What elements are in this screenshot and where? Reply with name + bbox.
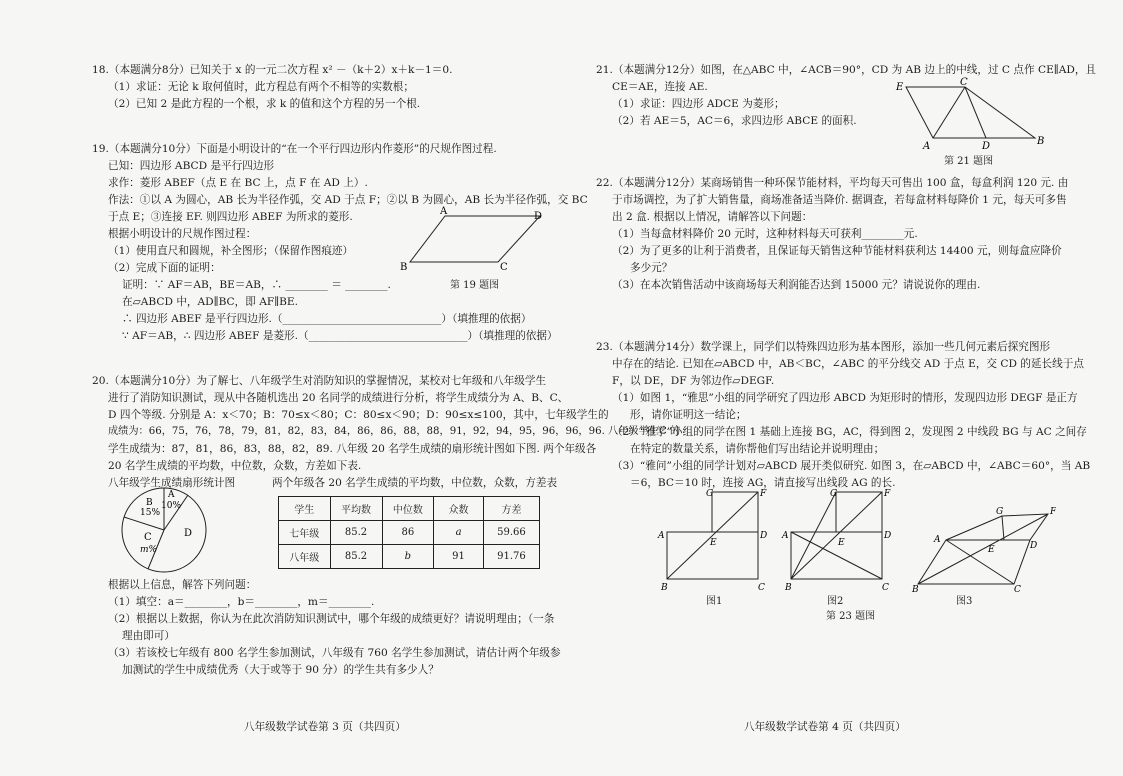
q19-line8: 证明：∵ AF＝AB，BE＝AB，∴ ________ ＝ ________.: [122, 279, 391, 291]
fig3-label-f: F: [1050, 507, 1056, 517]
fig2-label-c: C: [882, 583, 889, 593]
q19-label-a: A: [440, 206, 448, 217]
pie-a-value: 10%: [161, 501, 182, 511]
q20-table-title: 两个年级各 20 名学生成绩的平均数，中位数，众数，方差表: [272, 477, 558, 489]
table-cell: 91: [434, 545, 484, 569]
q20-line1: 20.（本题满分10分）为了解七、八年级学生对消防知识的掌握情况，某校对七年级和八年级学生: [92, 375, 547, 387]
fig3-label-d: D: [1030, 541, 1038, 551]
q23-fig3-caption: 图3: [956, 596, 973, 607]
pie-c-value: m%: [140, 545, 158, 555]
q22-line5: （2）为了更多的让利于消费者，且保证每天销售这种节能材料获利达 14400 元，则每盒应降价: [612, 245, 1062, 257]
q20-stats-table: [278, 496, 540, 569]
q21-label-e: E: [896, 82, 904, 93]
q19-line9: 在▱ABCD 中，AD∥BC，即 AF∥BE.: [122, 296, 298, 308]
q21-line1: 21.（本题满分12分）如图，在△ABC 中，∠ACB＝90°，CD 为 AB 边上的中线，过 C 点作 CE∥AD，且: [596, 64, 1097, 76]
fig3-label-b: B: [912, 585, 919, 595]
q20-line9: （2）根据以上数据，你认为在此次消防知识测试中，哪个年级的成绩更好？请说明理由；（一条: [108, 613, 555, 625]
q19-line1: 已知：四边形 ABCD 是平行四边形: [108, 160, 275, 172]
q20-pie-chart: [118, 484, 214, 576]
q23-figure-1: [652, 484, 772, 596]
q21-line4: （2）若 AE＝5，AC＝6，求四边形 ABCE 的面积.: [612, 115, 857, 127]
q22-line4: （1）当每盒材料降价 20 元时，这种材料每天可获利________元.: [612, 228, 918, 240]
fig2-label-b: B: [785, 583, 792, 593]
table-row: [279, 545, 540, 569]
fig2-label-a: A: [782, 531, 789, 541]
q20-line5: 学生成绩为：87，81，86，83，88，82，89. 八年级 20 名学生成绩的扇形统计图如下图. 两个年级各: [108, 443, 597, 455]
q23-figure-3: [906, 496, 1056, 596]
q19-line2: 求作：菱形 ABEF（点 E 在 BC 上，点 F 在 AD 上）.: [108, 177, 368, 189]
table-header-row: [279, 497, 540, 521]
table-cell: 59.66: [483, 521, 539, 545]
q23-fig1-caption: 图1: [706, 596, 723, 607]
q19-label-d: D: [534, 211, 543, 222]
q20-line4: 成绩为：66，75，76，78，79，81，82，83，84，86，86，88，88，91，92，94，95，96，96，96. 八年级学生C 的: [108, 426, 681, 437]
right-page-footer: 八年级数学试卷第 4 页（共四页）: [744, 721, 906, 733]
table-cell: 91.76: [483, 545, 539, 569]
table-cell: b: [382, 545, 434, 569]
table-cell: 85.2: [330, 521, 382, 545]
table-cell: 85.2: [330, 545, 382, 569]
q19-line6: （1）使用直尺和圆规，补全图形；（保留作图痕迹）: [108, 245, 354, 257]
pie-d-label: D: [184, 528, 193, 539]
q18-part2: （2）已知 2 是此方程的一个根，求 k 的值和这个方程的另一个根.: [108, 98, 421, 110]
q20-pie-title: 八年级学生成绩扇形统计图: [108, 477, 236, 489]
q22-line2: 于市场调控，为了扩大销售量，商场准备适当降价. 据调查，若每盒材料每降价 1 元，每天可多售: [612, 194, 1067, 206]
q20-line2: 进行了消防知识测试，现从中各随机选出 20 名同学的成绩进行分析，将学生成绩分为 A、B、C、: [108, 392, 569, 404]
table-cell: 86: [382, 521, 434, 545]
fig1-label-d: D: [760, 531, 768, 541]
q21-label-c: C: [960, 77, 968, 88]
fig1-label-a: A: [658, 531, 665, 541]
q23-line6: （2）“雅学”小组的同学在图 1 基础上连接 BG，AC，得到图 2，发现图 2 中线段 BG 与 AC 之间存: [612, 426, 1087, 438]
q20-line12: 加测试的学生中成绩优秀（大于或等于 90 分）的学生共有多少人？: [122, 664, 439, 676]
q23-line3: F，以 DE，DF 为邻边作▱DEGF.: [612, 375, 775, 387]
q19-line7: （2）完成下面的证明：: [108, 262, 221, 274]
fig1-label-b: B: [661, 583, 668, 593]
pie-c-label: C: [144, 532, 152, 543]
q19-line5: 根据小明设计的尺规作图过程：: [108, 228, 257, 240]
fig2-label-e: E: [838, 538, 845, 548]
q20-line7: 根据以上信息，解答下列问题：: [108, 579, 257, 591]
fig3-label-a: A: [934, 535, 941, 545]
fig2-label-g: G: [830, 489, 838, 499]
q19-head: 19.（本题满分10分）下面是小明设计的“在一个平行四边形内作菱形”的尺规作图过程.: [92, 143, 497, 155]
fig1-label-c: C: [758, 583, 765, 593]
table-header: 众数: [434, 497, 484, 521]
q23-fig2-caption: 图2: [827, 596, 844, 607]
q21-label-a: A: [923, 141, 931, 152]
table-header: 中位数: [382, 497, 434, 521]
q22-line3: 出 2 盒. 根据以上情况，请解答以下问题：: [612, 211, 813, 223]
q23-line1: 23.（本题满分14分）数学课上，同学们以特殊四边形为基本图形，添加一些几何元素后探究图形: [596, 341, 1051, 353]
q19-label-b: B: [400, 262, 408, 273]
q23-line4: （1）如图 1，“雅思”小组的同学研究了四边形 ABCD 为矩形时的情形，发现四边形 DEGF 是正方: [612, 392, 1078, 404]
table-header: 学生: [279, 497, 331, 521]
q21-figure-caption: 第 21 题图: [944, 156, 994, 167]
q20-line11: （3）若该校七年级有 800 名学生参加测试，八年级有 760 名学生参加测试，请估计两个年级参: [108, 647, 561, 659]
fig3-label-c: C: [1014, 585, 1021, 595]
q22-line1: 22.（本题满分12分）某商场销售一种环保节能材料，平均每天可售出 100 盒，每盒利润 120 元. 由: [596, 177, 1069, 189]
q23-line7: 在特定的数量关系，请你帮他们写出结论并说明理由；: [630, 443, 885, 455]
fig1-label-e: E: [710, 538, 717, 548]
q19-label-c: C: [500, 262, 508, 273]
q22-line7: （3）在本次销售活动中该商场每天利润能否达到 15000 元？请说说你的理由.: [612, 279, 981, 291]
q19-line10: ∴ 四边形 ABEF 是平行四边形.（______________________________）（填推理的依据）: [122, 313, 532, 325]
q21-label-b: B: [1037, 136, 1045, 147]
q20-line3: D 四个等级. 分别是 A：x＜70；B：70≤x＜80；C：80≤x＜90；D：90≤x≤100，其中，七年级学生的: [108, 409, 609, 421]
table-cell: 八年级: [279, 545, 331, 569]
fig3-label-e: E: [988, 545, 995, 555]
q23-line9: ＝6，BC＝10 时，连接 AG，请直接写出线段 AG 的长.: [630, 477, 896, 489]
q23-line5: 形，请你证明这一结论；: [630, 409, 747, 421]
fig1-label-f: F: [760, 489, 767, 499]
q19-line3: 作法：①以 A 为圆心，AB 长为半径作弧，交 AD 于点 F；②以 B 为圆心，AB 长为半径作弧，交 BC: [108, 194, 588, 206]
q18-part1: （1）求证：无论 k 取何值时，此方程总有两个不相等的实数根；: [108, 81, 414, 93]
q21-figure: [890, 76, 1060, 158]
fig2-label-d: D: [884, 531, 892, 541]
q21-label-d: D: [982, 141, 991, 152]
left-page-footer: 八年级数学试卷第 3 页（共四页）: [244, 721, 406, 733]
q19-parallelogram-figure: [400, 204, 550, 284]
q22-line6: 多少元？: [630, 262, 673, 274]
table-cell: a: [434, 521, 484, 545]
table-header: 方差: [483, 497, 539, 521]
pie-b-value: 15%: [140, 508, 161, 518]
q21-line3: （1）求证：四边形 ADCE 为菱形；: [612, 98, 785, 110]
q21-line2: CE＝AE，连接 AE.: [612, 81, 708, 93]
fig1-label-g: G: [706, 489, 714, 499]
table-header: 平均数: [330, 497, 382, 521]
q23-line8: （3）“雅问”小组的同学计划对▱ABCD 展开类似研究. 如图 3，在▱ABCD 中，∠ABC＝60°，当 AB: [612, 460, 1091, 472]
table-row: [279, 521, 540, 545]
fig3-label-g: G: [996, 507, 1004, 517]
q19-line11: ∵ AF＝AB，∴ 四边形 ABEF 是菱形.（______________________________）（填推理的依据）: [122, 330, 558, 342]
q23-figure-2: [776, 484, 896, 596]
q20-line10: 理由即可）: [122, 630, 175, 642]
q23-figure-caption: 第 23 题图: [826, 611, 876, 622]
fig2-label-f: F: [884, 489, 891, 499]
pie-a-label: A: [168, 490, 175, 500]
q23-line2: 中存在的结论. 已知在▱ABCD 中，AB＜BC，∠ABC 的平分线交 AD 于点 E，交 CD 的延长线于点: [612, 358, 1084, 370]
q18-head: 18.（本题满分8分）已知关于 x 的一元二次方程 x² －（k＋2）x＋k－1＝0.: [92, 64, 453, 76]
pie-b-label: B: [146, 498, 153, 508]
q19-line4: 于点 E；③连接 EF. 则四边形 ABEF 为所求的菱形.: [108, 211, 353, 223]
q20-line6: 20 名学生成绩的平均数，中位数，众数，方差如下表.: [108, 460, 362, 472]
q20-line8: （1）填空：a＝________，b＝________，m＝________.: [108, 596, 375, 608]
table-cell: 七年级: [279, 521, 331, 545]
q19-figure-caption: 第 19 题图: [450, 280, 500, 291]
